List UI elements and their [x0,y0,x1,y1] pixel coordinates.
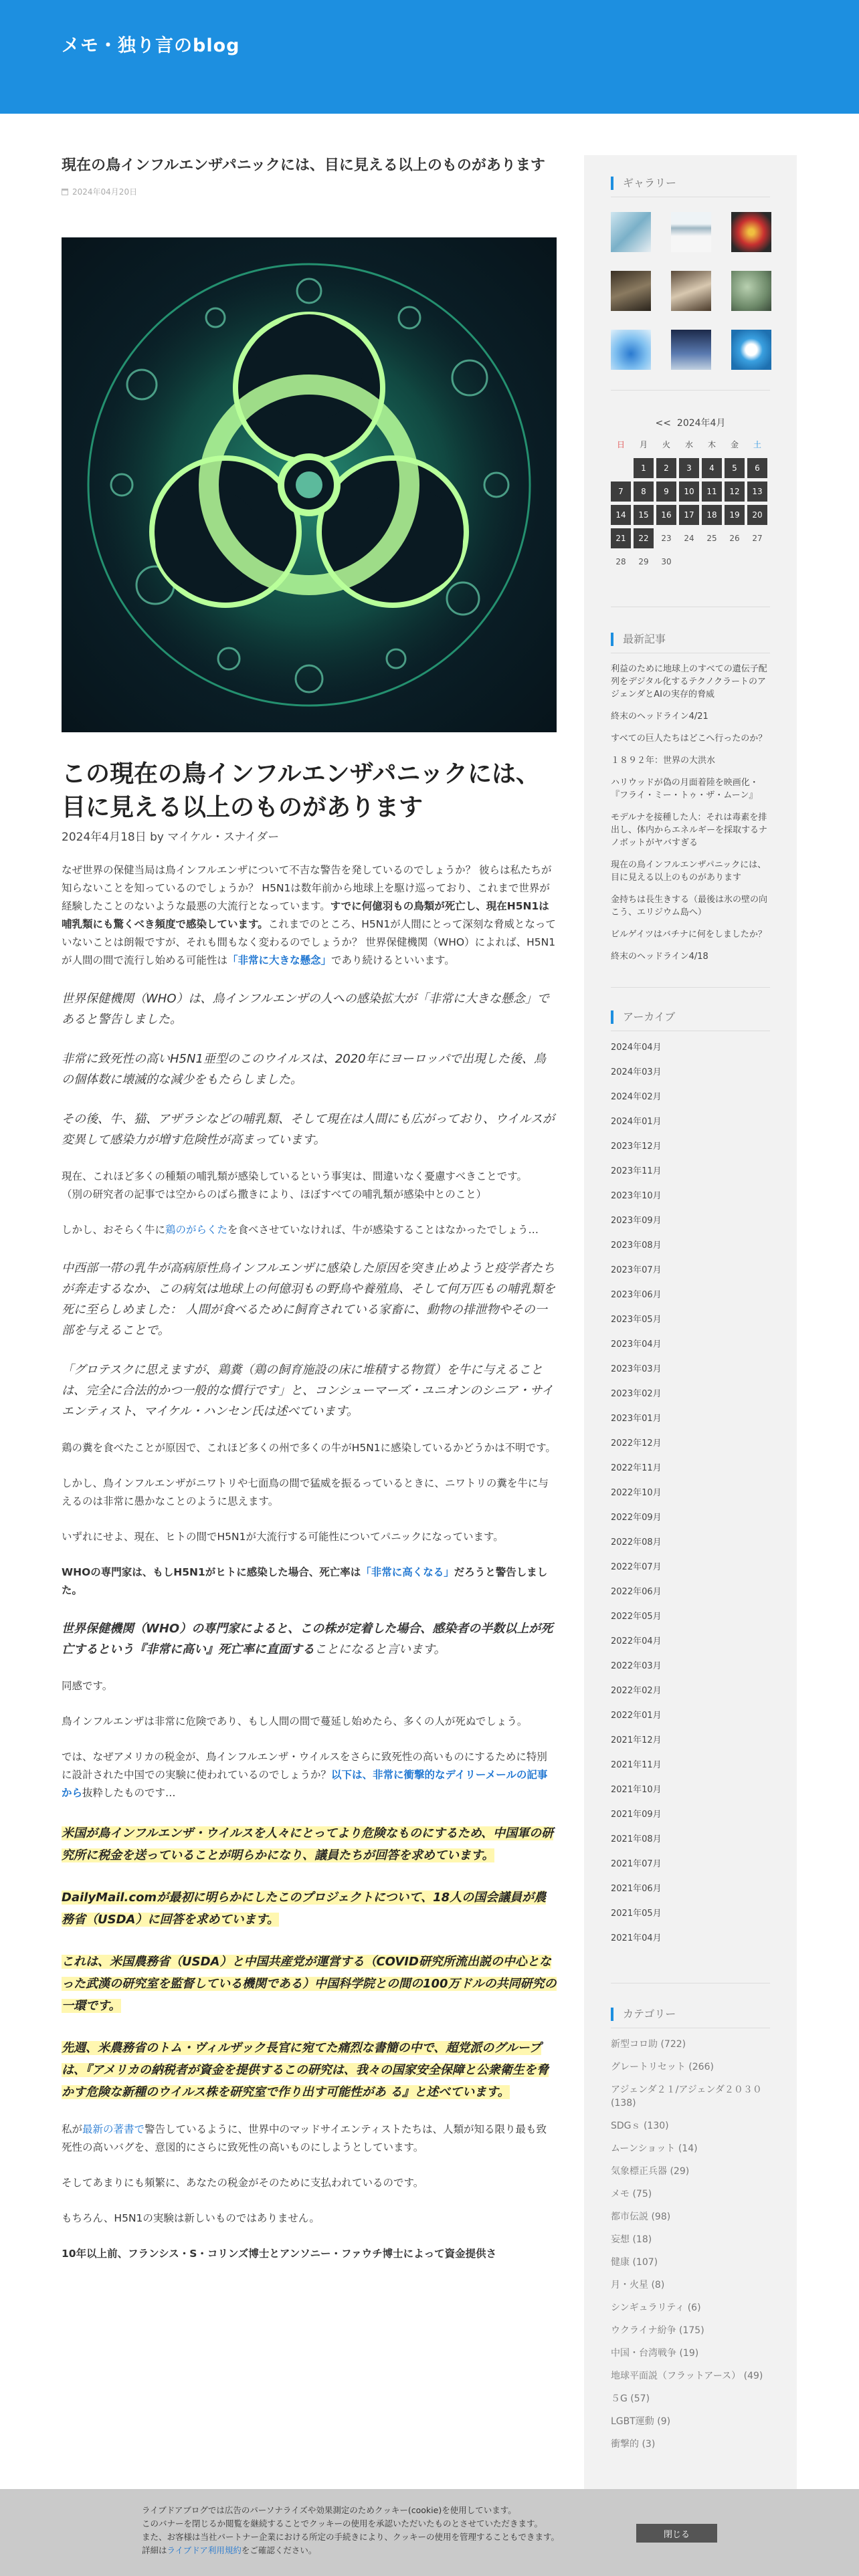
paragraph-9: 鳥インフルエンザは非常に危険であり、もし人間の間で蔓延し始めたら、多くの人が死ぬでしょう。 [62,1715,528,1727]
calendar-day[interactable]: 10 [679,481,699,502]
cookie-banner [0,2489,859,2576]
calendar-icon [62,189,68,195]
calendar-day: 30 [661,557,672,566]
calendar-day[interactable]: 19 [725,505,745,525]
calendar-day[interactable]: 5 [725,458,745,478]
archive-item[interactable]: 2022年02月 [611,1686,662,1696]
calendar-day[interactable]: 2 [656,458,676,478]
archive-item[interactable]: 2023年08月 [611,1241,662,1251]
cookie-text [142,2504,610,2557]
recent-title: 最新記事 [611,633,770,646]
calendar-day[interactable]: 13 [747,481,767,502]
text-bold: 世界保健機関（WHO）の専門家によると、この株が定着した場合、感染者の半数以上が死亡するという『非常に高い』死亡率に直面する [62,1622,553,1656]
calendar-day[interactable]: 16 [656,505,676,525]
calendar-day: 26 [729,534,740,543]
recent-item[interactable]: 金持ちは長生きする（最後は氷の壁の向こう、エリジウム島へ） [611,895,768,918]
quote-3: その後、牛、猫、アザラシなどの哺乳類、そして現在は人間にも広がっており、ウイルスが変異して感染力が増す危険性が高まっています。 [62,1112,555,1147]
text-highlight: DailyMail.comが最初に明らかにしたこのプロジェクトについて、18人の国会議員が農務省（USDA）に回答を求めています。 [62,1891,547,1927]
gallery-thumb[interactable] [731,212,771,252]
byline: 2024年4月18日 by マイケル・スナイダー [62,831,280,844]
gallery-thumb[interactable] [671,271,711,311]
post-date [62,186,557,197]
category-item[interactable]: 衝撃的 (3) [611,2439,656,2450]
gallery-thumb[interactable] [611,330,651,370]
article-title: この現在の鳥インフルエンザパニックには、目に見える以上のものがあります [62,760,540,821]
text: しかし、おそらく牛に [62,1224,166,1236]
archive-item[interactable]: 2024年04月 [611,1043,662,1053]
quote-5: 「グロテスクに思えますが、鶏糞（鶏の飼育施設の床に堆積する物質）を牛に与えることは、完全に合法的かつ一般的な慣行です」と、コンシューマーズ・ユニオンのシニア・サイエンティスト、マイケル・ハンセン氏は述べています。 [62,1363,554,1418]
recent-item[interactable]: 終末のヘッドライン4/18 [611,952,708,962]
calendar-dow: 金 [730,440,739,449]
paragraph-1 [62,861,557,970]
archive-item[interactable]: 2021年06月 [611,1884,662,1894]
text: では、なぜアメリカの税金が、鳥インフルエンザ・ウイルスをさらに致死性の高いものにするために特別に設計された中国での実験に使われているのでしょうか？ [62,1751,547,1781]
category-title: カテゴリー [611,2008,770,2021]
highlight-3 [62,1951,557,2017]
category-item[interactable]: 都市伝説 (98) [611,2212,671,2222]
text: を食べさせていなければ、牛が感染することはなかったでしょう… [227,1224,539,1236]
archive-list [611,1041,770,1956]
archive-item[interactable]: 2022年01月 [611,1711,662,1721]
archive-item[interactable]: 2022年06月 [611,1587,662,1597]
recent-list [611,663,770,963]
calendar-dow: 月 [639,440,648,449]
archive-item[interactable]: 2023年05月 [611,1315,662,1325]
recent-item[interactable]: 終末のヘッドライン4/21 [611,712,708,722]
terms-link[interactable]: ライブドア利用規約 [167,2545,242,2555]
text-highlight: 米国が鳥インフルエンザ・ウイルスを人々にとってより危険なものにするため、中国軍の研究所に税金を送っていることが明らかになり、議員たちが回答を求めています。 [62,1826,554,1862]
calendar-day[interactable]: 17 [679,505,699,525]
archive-item[interactable]: 2021年08月 [611,1834,662,1844]
calendar-day[interactable]: 7 [611,481,631,502]
text: 現在、これほど多くの種類の哺乳類が感染しているという事実は、間違いなく憂慮すべきことです。 [62,1170,527,1182]
divider [611,987,770,988]
cookie-line: また、お客様は当社パートナー企業における所定の手続きにより、クッキーの使用を管理することもできます。 [142,2532,560,2542]
archive-item[interactable]: 2023年06月 [611,1290,662,1300]
archive-item[interactable]: 2024年02月 [611,1092,662,1102]
category-item[interactable]: ムーンショット (14) [611,2143,698,2154]
hero-image [62,237,557,732]
post-date-text: 2024年04月20日 [72,187,138,197]
calendar-dow: 土 [753,440,761,449]
archive-item[interactable]: 2023年02月 [611,1389,662,1399]
text: ことになると言います。 [314,1642,446,1656]
text: をご確認ください。 [241,2545,317,2555]
calendar-dow: 木 [707,440,716,449]
calendar-dow: 日 [616,440,625,449]
calendar-dow: 火 [662,440,670,449]
text: 私が [62,2123,83,2135]
calendar-day: 23 [661,534,672,543]
paragraph-3 [62,1221,557,1239]
calendar-day[interactable]: 4 [702,458,722,478]
archive-item[interactable]: 2022年08月 [611,1537,662,1547]
site-header [0,0,859,114]
recent-item[interactable]: ハリウッドが偽の月面着陸を映画化・『フライ・ミー・トゥ・ザ・ムーン』 [611,778,759,800]
sidebar [584,155,797,2576]
archive-item[interactable]: 2023年07月 [611,1265,662,1275]
calendar-dow: 水 [684,440,693,449]
category-item[interactable]: グレートリセット (266) [611,2062,714,2072]
gallery-thumb[interactable] [731,330,771,370]
text: 抜粋したものです… [82,1787,176,1799]
paragraph-13: もちろん、H5N1の実験は新しいものではありません。 [62,2212,320,2224]
text: これまでのところ、H5N1が人間にとって深刻な脅威となっていないことは朗報ですが、それも間もなく変わるのでしょうか？ 世界保健機関（WHO）によれば、H5N1が人間の間で流行し始める可能性は [62,918,556,966]
calendar-day [679,552,699,572]
post-heading[interactable]: 現在の鳥インフルエンザパニックには、目に見える以上のものがあります [62,157,545,174]
archive-item[interactable]: 2021年11月 [611,1760,662,1770]
calendar-day: 29 [638,557,649,566]
calendar-day[interactable]: 12 [725,481,745,502]
gallery-thumb[interactable] [611,212,651,252]
calendar-day[interactable]: 9 [656,481,676,502]
archive-item[interactable]: 2023年12月 [611,1142,662,1152]
calendar-day[interactable]: 14 [611,505,631,525]
text: なぜ世界の保健当局は鳥インフルエンザについて不吉な警告を発しているのでしょうか？ 彼らは私たちが知らないことを知っているのでしょうか？ H5N1は数年前から地球上を駆け巡っており、これまで世界が経験したことのないような最悪の大流行となっています。 [62,864,552,912]
biohazard-icon [62,237,557,732]
calendar-day: 25 [706,534,717,543]
gallery [611,212,770,370]
calendar-day[interactable]: 1 [634,458,654,478]
archive-title: アーカイブ [611,1010,770,1024]
archive-item[interactable]: 2021年05月 [611,1909,662,1919]
paragraph-12: そしてあまりにも頻繁に、あなたの税金がそのために支払われているのです。 [62,2177,424,2189]
archive-item[interactable]: 2023年11月 [611,1166,662,1176]
archive-item[interactable]: 2021年12月 [611,1735,662,1745]
calendar-prev-link[interactable]: << [655,418,671,429]
text-highlight: 先週、米農務省のトム・ヴィルザック長官に宛てた痛烈な書簡の中で、超党派のグループは、『アメリカの納税者が資金を提供するこの研究は、我々の国家安全保障と公衆衛生を脅かす危険な新種のウイルス株を研究室で作り出す可能性があ る』と述べています。 [62,2041,549,2099]
main-content [62,155,557,2263]
gallery-thumb[interactable] [731,271,771,311]
calendar-month: 2024年4月 [676,418,726,429]
archive-item[interactable]: 2022年04月 [611,1636,662,1646]
cookie-line: このバナーを閉じるか閲覧を継続することでクッキーの使用を承認いただいたものとさせていただきます。 [142,2518,543,2529]
archive-item[interactable]: 2023年01月 [611,1414,662,1424]
paragraph-4: 鶏の糞を食べたことが原因で、これほど多くの州で多くの牛がH5N1に感染しているかどうかは不明です。 [62,1442,556,1454]
recent-item[interactable]: モデルナを接種した人：それは毒素を排出し、体内からエネルギーを採取するナノボットがヤバすぎる [611,813,768,848]
archive-item[interactable]: 2023年09月 [611,1216,662,1226]
archive-item[interactable]: 2024年01月 [611,1117,662,1127]
calendar-day[interactable]: 6 [747,458,767,478]
archive-item[interactable]: 2023年03月 [611,1364,662,1374]
calendar-day[interactable]: 18 [702,505,722,525]
paragraph-10 [62,1748,557,1802]
gallery-thumb[interactable] [671,212,711,252]
calendar-day: 24 [684,534,694,543]
text: 警告しているように、世界中のマッドサイエンティストたちは、人類が知る限り最も致死性の高いバグを、意図的にさらに致死性の高いものにしようとしています。 [62,2123,547,2153]
quote-1: 世界保健機関（WHO）は、鳥インフルエンザの人への感染拡大が「非常に大きな懸念」であると警告しました。 [62,992,549,1027]
highlight-2 [62,1887,557,1931]
cookie-line [142,2544,610,2557]
archive-item[interactable]: 2022年12月 [611,1438,662,1448]
calendar-day [747,552,767,572]
recent-item[interactable]: 利益のために地球上のすべての遺伝子配列をデジタル化するテクノクラートのアジェンダとAIの実存的脅威 [611,664,767,700]
archive-item[interactable]: 2024年03月 [611,1067,662,1077]
very-high-link[interactable]: 「非常に高くなる」 [361,1566,454,1578]
category-list [611,2038,770,2451]
recent-item[interactable]: 現在の鳥インフルエンザパニックには、目に見える以上のものがあります [611,860,767,883]
paragraph-8: 同感です。 [62,1680,113,1692]
paragraph-7 [62,1564,557,1600]
category-item[interactable]: 月・火星 (8) [611,2280,665,2290]
calendar-day[interactable]: 22 [634,528,654,548]
text-highlight: これは、米国農務省（USDA）と中国共産党が運営する（COVID研究所流出説の中心となった武漢の研究室を監督している機関である）中国科学院との間の100万ドルの共同研究の一環です。 [62,1955,557,2013]
archive-item[interactable]: 2022年11月 [611,1463,662,1473]
category-item[interactable]: アジェンダ２１/アジェンダ２０３０ (138) [611,2084,762,2109]
text: 詳細は [142,2545,167,2555]
gallery-thumb[interactable] [611,271,651,311]
recent-item[interactable]: １８９２年：世界の大洪水 [611,756,716,766]
calendar-day[interactable]: 20 [747,505,767,525]
paragraph-6: いずれにせよ、現在、ヒトの間でH5N1が大流行する可能性についてパニックになっています。 [62,1531,504,1543]
archive-item[interactable]: 2023年10月 [611,1191,662,1201]
dailymail-link[interactable]: 以下は、非常に衝撃的なデイリーメールの記事から [62,1769,548,1799]
text: WHOの専門家は、もしH5N1がヒトに感染した場合、死亡率は [62,1566,361,1578]
category-item[interactable]: メモ (75) [611,2189,652,2199]
archive-item[interactable]: 2021年07月 [611,1859,662,1869]
paragraph-2 [62,1168,557,1204]
calendar-day: 27 [752,534,763,543]
category-item[interactable]: LGBT運動 (9) [611,2416,671,2427]
category-item[interactable]: 地球平面説（フラットアース） (49) [611,2371,763,2381]
chicken-litter-link[interactable]: 鶏のがらくた [165,1224,228,1236]
cookie-close-button[interactable]: 閉じる [636,2524,717,2543]
category-item[interactable]: シンギュラリティ (6) [611,2302,701,2313]
archive-item[interactable]: 2021年04月 [611,1933,662,1943]
highlight-1 [62,1822,557,1866]
text-note: （別の研究者の記事では空からのばら撒きにより、ほぼすべての哺乳類が感染中とのこと） [62,1188,487,1200]
text-bold: すでに何億羽もの鳥類が死亡し、現在H5N1は哺乳類にも驚くべき頻度で感染しています。 [62,900,549,930]
archive-item[interactable]: 2023年04月 [611,1339,662,1350]
category-item[interactable]: 中国・台湾戦争 (19) [611,2348,699,2359]
archive-item[interactable]: 2021年10月 [611,1785,662,1795]
quote-2: 非常に致死性の高いH5N1亜型のこのウイルスは、2020年にヨーロッパで出現した後、鳥の個体数に壊滅的な減少をもたらしました。 [62,1052,546,1087]
category-item[interactable]: SDGｓ (130) [611,2121,669,2131]
quote-6 [62,1618,557,1660]
calendar-day [725,552,745,572]
archive-item[interactable]: 2022年09月 [611,1513,662,1523]
calendar-day[interactable]: 11 [702,481,722,502]
paragraph-14: 10年以上前、フランシス・S・コリンズ博士とアンソニー・ファウチ博士によって資金提供さ [62,2248,497,2260]
category-item[interactable]: 新型コロ助 (722) [611,2039,686,2050]
calendar-day[interactable]: 3 [679,458,699,478]
recent-item[interactable]: すべての巨人たちはどこへ行ったのか？ [611,734,767,744]
gallery-thumb[interactable] [671,330,711,370]
calendar-day [611,458,631,478]
highlight-4 [62,2037,557,2103]
archive-item[interactable]: 2022年07月 [611,1562,662,1572]
category-item[interactable]: 妄想 (18) [611,2234,652,2245]
archive-item[interactable]: 2021年09月 [611,1810,662,1820]
latest-book-link[interactable]: 最新の著書で [82,2123,145,2135]
archive-item[interactable]: 2022年05月 [611,1612,662,1622]
recent-item[interactable]: ビルゲイツはバチナに何をしましたか？ [611,930,767,940]
cookie-line: ライブドアブログでは広告のパーソナライズや効果測定のためクッキー(cookie)を使用しています。 [142,2505,516,2515]
calendar-header [611,416,770,429]
archive-item[interactable]: 2022年10月 [611,1488,662,1498]
calendar-day[interactable]: 21 [611,528,631,548]
gallery-title: ギャラリー [611,177,770,190]
paragraph-5: しかし、鳥インフルエンザがニワトリや七面鳥の間で猛威を振るっているときに、ニワトリの糞を牛に与えるのは非常に愚かなことのように思えます。 [62,1477,549,1507]
calendar-day[interactable]: 15 [634,505,654,525]
category-item[interactable]: ウクライナ紛争 (175) [611,2325,704,2336]
category-item[interactable]: 気象標正兵器 (29) [611,2166,690,2177]
calendar [611,416,770,572]
calendar-grid [611,435,770,572]
calendar-day: 28 [615,557,626,566]
divider [611,390,770,391]
who-concern-link[interactable]: 「非常に大きな懸念」 [227,954,332,966]
calendar-day [702,552,722,572]
calendar-day[interactable]: 8 [634,481,654,502]
category-item[interactable]: 健康 (107) [611,2257,658,2268]
archive-item[interactable]: 2022年03月 [611,1661,662,1671]
paragraph-11 [62,2121,557,2157]
text: であり続けるといいます。 [331,954,455,966]
site-title[interactable]: メモ・独り言のblog [62,35,240,56]
quote-4: 中西部一帯の乳牛が高病原性鳥インフルエンザに感染した原因を突き止めようと疫学者たちが奔走するなか、この病気は地球上の何億羽もの野鳥や養殖鳥、そして何万匹もの哺乳類を死に至らしめました： 人間が食べるために飼育されている家畜に、動物の排泄物やその一部を与えることで。 [62,1261,555,1337]
category-item[interactable]: ５G (57) [611,2393,650,2404]
text: だろうと警告しました。 [62,1566,548,1596]
